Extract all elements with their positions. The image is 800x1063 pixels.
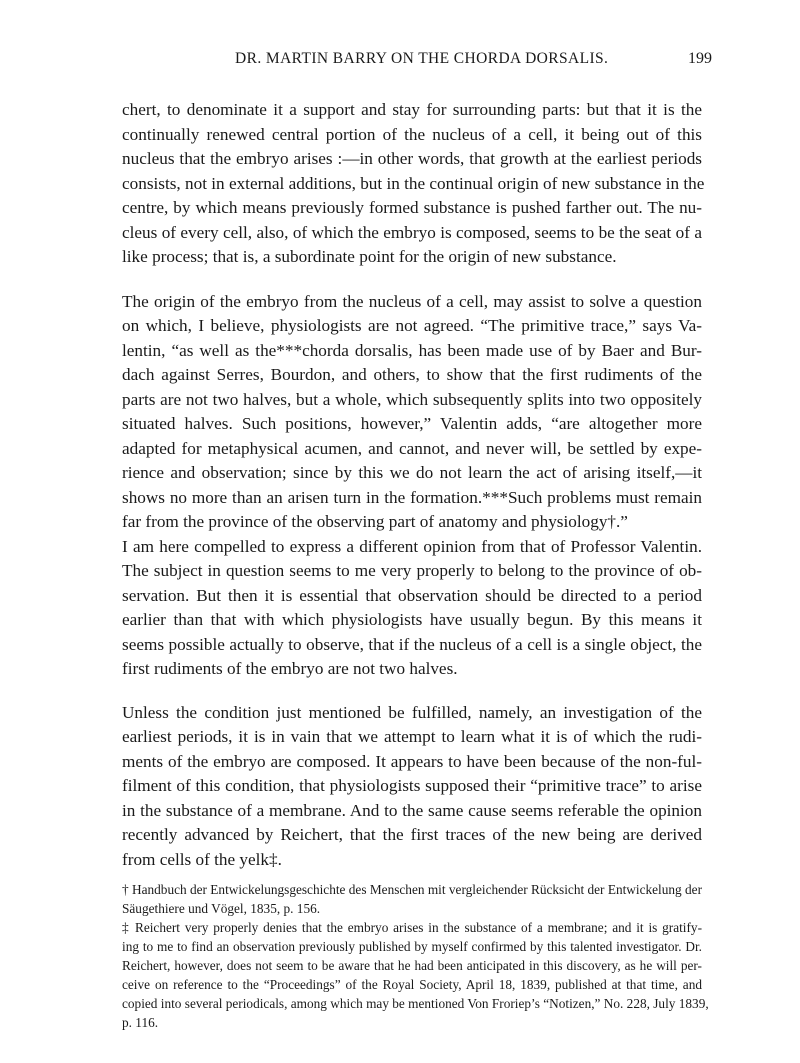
- text-line: earlier than that with which physiologists have usually begun. By this means it: [122, 610, 702, 629]
- footnote-line: p. 116.: [122, 1015, 159, 1030]
- text-line: earliest periods, it is in vain that we attempt to learn what it is of which the rudi-: [122, 727, 702, 746]
- page-header: [0, 50, 800, 76]
- text-line: shows no more than an arisen turn in the formation.***Such problems must remain: [122, 487, 702, 507]
- text-line: parts are not two halves, but a whole, which subsequently splits into two oppositely: [122, 389, 702, 409]
- body-text: [122, 98, 709, 1032]
- text-line: ments of the embryo are composed. It appears to have been because of the non-ful-: [122, 751, 702, 771]
- text-line: I am here compelled to express a different opinion from that of Professor Valentin.: [122, 536, 702, 556]
- paragraph-3: [122, 535, 702, 682]
- text-line: first rudiments of the embryo are not two halves.: [122, 659, 458, 678]
- footnote-line: Säugethiere und Vögel, 1835, p. 156.: [122, 901, 321, 916]
- text-line: consists, not in external additions, but in the continual origin of new substance in the: [122, 173, 705, 193]
- text-line: dach against Serres, Bourdon, and others, to show that the first rudiments of the: [122, 365, 702, 384]
- text-line: lentin, “as well as the***chorda dorsalis, has been made use of by Baer and Bur-: [122, 340, 702, 360]
- text-line: situated halves. Such positions, however,” Valentin adds, “are altogether more: [122, 414, 702, 433]
- text-line: nucleus that the embryo arises :—in other words, that growth at the earliest periods: [122, 149, 702, 168]
- footnote-line: ‡ Reichert very properly denies that the embryo arises in the substance of a membrane; and it is gratify-: [122, 920, 702, 935]
- text-line: chert, to denominate it a support and stay for surrounding parts: but that it is the: [122, 100, 702, 119]
- footnote-line: ing to me to find an observation previously published by myself confirmed by this talented investigator. Dr.: [122, 939, 702, 954]
- paragraph-4: [122, 701, 702, 873]
- text-line: on which, I believe, physiologists are not agreed. “The primitive trace,” says Va-: [122, 316, 702, 335]
- text-line: recently advanced by Reichert, that the first traces of the new being are derived: [122, 825, 702, 844]
- text-line: in the substance of a membrane. And to the same cause seems referable the opinion: [122, 800, 702, 820]
- text-line: rience and observation; since by this we do not learn the act of arising itself,—it: [122, 463, 702, 482]
- text-line: continually renewed central portion of the nucleus of a cell, it being out of this: [122, 124, 702, 144]
- footnote-line: copied into several periodicals, among which may be mentioned Von Froriep’s “Notizen,” No. 228, July 1839,: [122, 996, 709, 1011]
- text-line: far from the province of the observing part of anatomy and physiology†.”: [122, 512, 628, 531]
- text-line: seems possible actually to observe, that if the nucleus of a cell is a single object, the: [122, 634, 702, 654]
- footnotes: [122, 880, 709, 1032]
- text-line: The origin of the embryo from the nucleus of a cell, may assist to solve a question: [122, 291, 702, 311]
- text-line: The subject in question seems to me very properly to belong to the province of ob-: [122, 561, 702, 580]
- footnote-dagger: [122, 880, 702, 918]
- text-line: like process; that is, a subordinate point for the origin of new substance.: [122, 247, 617, 266]
- footnote-line: † Handbuch der Entwickelungsgeschichte des Menschen mit vergleichender Rücksicht der Entwickelung der: [122, 882, 702, 897]
- footnote-line: Reichert, however, does not seem to be aware that he had been anticipated in this discovery, as he will per-: [122, 958, 702, 973]
- text-line: cleus of every cell, also, of which the embryo is composed, seems to be the seat of a: [122, 222, 702, 242]
- paragraph-1: [122, 98, 705, 270]
- text-line: Unless the condition just mentioned be fulfilled, namely, an investigation of the: [122, 702, 702, 722]
- text-line: filment of this condition, that physiologists supposed their “primitive trace” to arise: [122, 776, 702, 795]
- paragraph-2: [122, 290, 702, 535]
- text-line: adapted for metaphysical acumen, and cannot, and never will, be settled by expe-: [122, 438, 702, 458]
- footnote-double-dagger: [122, 918, 709, 1032]
- running-head: DR. MARTIN BARRY ON THE CHORDA DORSALIS.: [235, 50, 609, 67]
- footnote-line: ceive on reference to the “Proceedings” of the Royal Society, April 18, 1839, published at that time, and: [122, 977, 702, 992]
- text-line: centre, by which means previously formed substance is pushed farther out. The nu-: [122, 198, 702, 217]
- page-number: 199: [688, 50, 712, 67]
- text-line: from cells of the yelk‡.: [122, 849, 282, 869]
- text-line: servation. But then it is essential that observation should be directed to a period: [122, 585, 702, 605]
